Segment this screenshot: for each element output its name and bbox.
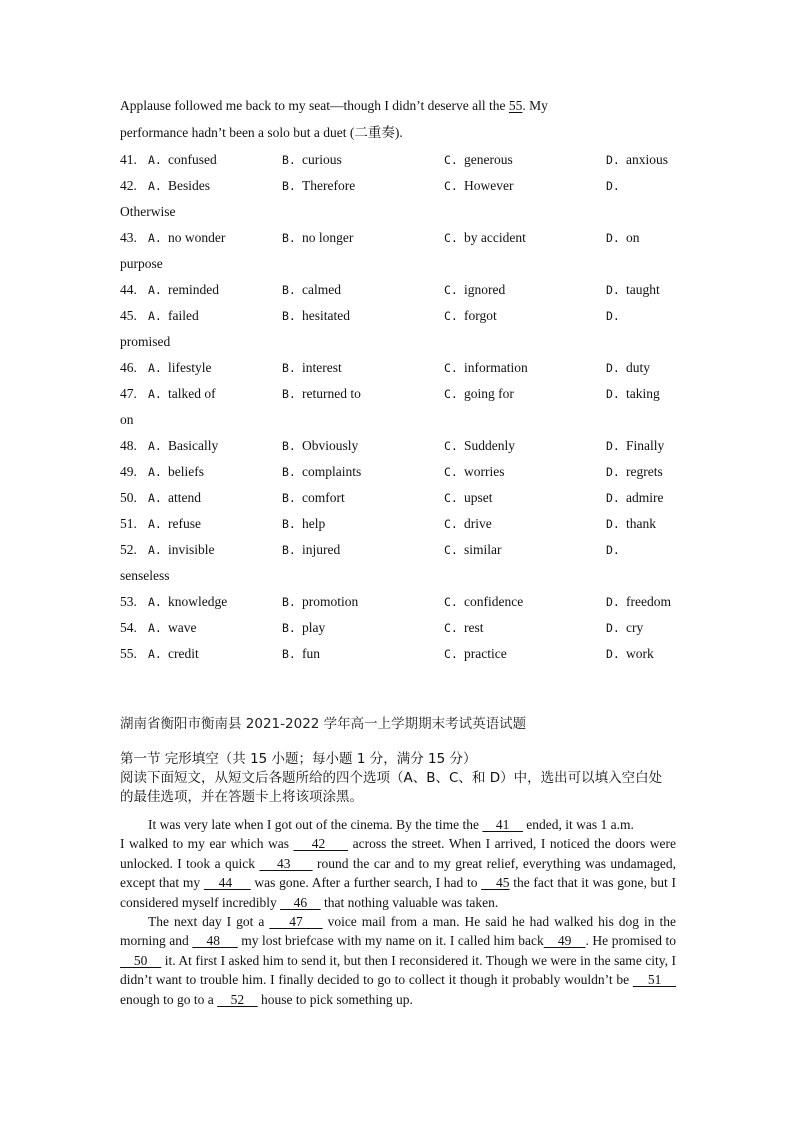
option-letter: D. [606, 387, 620, 401]
option-text: interest [302, 360, 342, 375]
option-c [444, 306, 497, 326]
option-continuation: on [120, 412, 134, 427]
option-text: no longer [302, 230, 354, 245]
passage-text: the fact that it was gone, but I considered myself incredibly [120, 875, 676, 910]
answer-blank: 45 [481, 875, 510, 891]
question-number: 50. [120, 490, 137, 505]
option-text: Basically [168, 438, 219, 453]
option-letter: B. [282, 387, 296, 401]
option-letter: A. [148, 543, 162, 557]
question-row [120, 306, 690, 332]
option-text: admire [626, 490, 664, 505]
answer-blank: 46 [280, 894, 321, 910]
option-letter: B. [282, 309, 296, 323]
passage-text: was gone. After a further search, I had to [250, 875, 482, 891]
option-d [606, 150, 668, 170]
option-letter: A. [148, 153, 162, 167]
option-letter: D. [606, 153, 620, 167]
option-text: taking [626, 386, 660, 401]
option-text: complaints [302, 464, 362, 479]
option-c [444, 618, 484, 638]
option-c [444, 358, 528, 378]
question-number: 41. [120, 152, 137, 167]
passage-text: my lost briefcase with my name on it. I called him back [237, 933, 544, 949]
option-d [606, 228, 640, 248]
option-text: Obviously [302, 438, 359, 453]
option-text: Suddenly [464, 438, 516, 453]
question-number: 53. [120, 594, 137, 609]
options-list [120, 150, 690, 670]
option-letter: A. [148, 309, 162, 323]
option-a [148, 540, 215, 560]
option-letter: C. [444, 309, 458, 323]
option-d [606, 462, 663, 482]
option-letter: D. [606, 283, 620, 297]
option-text: wave [168, 620, 197, 635]
question-number: 45. [120, 308, 137, 323]
passage-line [120, 96, 680, 123]
option-letter: A. [148, 621, 162, 635]
question-row [120, 592, 690, 618]
passage-text: The next day I got a [148, 914, 270, 930]
option-letter: B. [282, 153, 296, 167]
option-d [606, 280, 660, 300]
option-b [282, 514, 325, 534]
passage-text: it. At first I asked him to send it, but then I reconsidered it. Though we were in the same city, I didn’t want to trouble him. I finally decided to go to collect it though it probably wouldn’t be [120, 952, 676, 988]
question-row [120, 462, 690, 488]
option-b [282, 540, 340, 560]
option-a [148, 462, 204, 482]
blank-55: 55 [508, 98, 523, 113]
option-text: reminded [168, 282, 219, 297]
question-number: 48. [120, 438, 137, 453]
option-letter: A. [148, 517, 162, 531]
option-c [444, 488, 493, 508]
option-letter: A. [148, 439, 162, 453]
option-a [148, 228, 225, 248]
option-c [444, 150, 513, 170]
line-text: . My [522, 98, 548, 113]
question-number: 47. [120, 386, 137, 401]
option-b [282, 618, 325, 638]
question-row [120, 618, 690, 644]
option-letter: B. [282, 543, 296, 557]
option-letter: A. [148, 179, 162, 193]
answer-blank: 52 [217, 991, 258, 1007]
option-d [606, 384, 660, 404]
option-c [444, 644, 507, 664]
option-text: calmed [302, 282, 341, 297]
option-c [444, 540, 502, 560]
option-letter: A. [148, 387, 162, 401]
passage-paragraph-1 [120, 815, 676, 834]
section-instructions [120, 750, 676, 807]
option-letter: B. [282, 465, 296, 479]
option-a [148, 306, 199, 326]
option-text: Therefore [302, 178, 356, 193]
option-a [148, 514, 201, 534]
option-a [148, 488, 201, 508]
exam-title: 湖南省衡阳市衡南县 2021-2022 学年高一上学期期末考试英语试题 [120, 716, 527, 732]
question-row [120, 514, 690, 540]
option-letter: D. [606, 595, 620, 609]
option-text: anxious [626, 152, 668, 167]
option-text: ignored [464, 282, 506, 297]
option-text: no wonder [168, 230, 226, 245]
question-row [120, 540, 690, 566]
option-letter: B. [282, 179, 296, 193]
option-letter: D. [606, 621, 620, 635]
option-text: invisible [168, 542, 215, 557]
option-letter: C. [444, 543, 458, 557]
option-d [606, 618, 643, 638]
option-a [148, 618, 196, 638]
option-text: Finally [626, 438, 665, 453]
option-text: comfort [302, 490, 345, 505]
instruction-line: 阅读下面短文，从短文后各题所给的四个选项（A、B、C、和 D）中，选出可以填入空白处 [120, 770, 663, 786]
option-d [606, 436, 664, 456]
answer-blank: 49 [543, 933, 586, 949]
instruction-line: 的最佳选项，并在答题卡上将该项涂黑。 [120, 789, 363, 805]
option-letter: A. [148, 647, 162, 661]
cloze-passage [120, 815, 676, 1009]
option-letter: C. [444, 465, 458, 479]
option-text: taught [626, 282, 660, 297]
option-letter: D. [606, 491, 620, 505]
question-number: 54. [120, 620, 137, 635]
option-c [444, 228, 526, 248]
option-letter: B. [282, 621, 296, 635]
option-letter: D. [606, 361, 620, 375]
option-text: duty [626, 360, 651, 375]
answer-blank: 43 [259, 855, 313, 871]
option-letter: D. [606, 231, 620, 245]
option-text: credit [168, 646, 199, 661]
option-text: rest [464, 620, 484, 635]
option-text: attend [168, 490, 201, 505]
question-number: 44. [120, 282, 137, 297]
option-text: regrets [626, 464, 663, 479]
option-b [282, 592, 358, 612]
option-text: returned to [302, 386, 361, 401]
question-row [120, 644, 690, 670]
option-d [606, 644, 654, 664]
option-a [148, 436, 218, 456]
question-number: 43. [120, 230, 137, 245]
question-number: 42. [120, 178, 137, 193]
option-letter: B. [282, 283, 296, 297]
question-row [120, 436, 690, 462]
option-continuation: promised [120, 334, 171, 349]
option-a [148, 176, 210, 196]
option-letter: C. [444, 517, 458, 531]
option-text: Besides [168, 178, 210, 193]
option-letter: C. [444, 231, 458, 245]
question-number: 46. [120, 360, 137, 375]
question-number: 55. [120, 646, 137, 661]
option-continuation: purpose [120, 256, 163, 271]
option-text: injured [302, 542, 341, 557]
option-d [606, 358, 650, 378]
option-text: curious [302, 152, 342, 167]
option-text: confidence [464, 594, 524, 609]
passage-text: voice mail from a man. He said he had walked his dog in the morning and [120, 914, 676, 949]
option-letter: C. [444, 387, 458, 401]
option-letter: B. [282, 595, 296, 609]
option-letter: C. [444, 361, 458, 375]
option-letter: C. [444, 283, 458, 297]
option-letter: D. [606, 309, 620, 323]
option-text: practice [464, 646, 507, 661]
option-letter: D. [606, 517, 620, 531]
option-letter: A. [148, 595, 162, 609]
question-row [120, 358, 690, 384]
option-c [444, 462, 505, 482]
option-letter: A. [148, 465, 162, 479]
option-text: similar [464, 542, 502, 557]
option-letter: D. [606, 439, 620, 453]
previous-passage-ending [120, 96, 680, 150]
option-letter: D. [606, 465, 620, 479]
option-b [282, 280, 341, 300]
option-letter: B. [282, 491, 296, 505]
option-letter: B. [282, 517, 296, 531]
option-text: talked of [168, 386, 216, 401]
option-letter: B. [282, 647, 296, 661]
option-letter: C. [444, 491, 458, 505]
option-text: cry [626, 620, 644, 635]
question-row [120, 384, 690, 410]
option-letter: C. [444, 179, 458, 193]
option-b [282, 358, 342, 378]
question-number: 52. [120, 542, 137, 557]
option-b [282, 488, 345, 508]
option-c [444, 436, 515, 456]
option-d [606, 488, 663, 508]
answer-blank: 47 [269, 914, 323, 930]
option-b [282, 176, 355, 196]
option-b [282, 644, 320, 664]
option-text: lifestyle [168, 360, 212, 375]
option-c [444, 592, 523, 612]
question-row [120, 280, 690, 306]
option-letter: A. [148, 283, 162, 297]
option-continuation: Otherwise [120, 204, 176, 219]
option-text: upset [464, 490, 493, 505]
question-row [120, 176, 690, 202]
option-d [606, 540, 626, 560]
passage-text: house to pick something up. [257, 991, 413, 1007]
option-b [282, 462, 361, 482]
option-text: forgot [464, 308, 497, 323]
option-text: refuse [168, 516, 201, 531]
option-text: generous [464, 152, 513, 167]
option-text: thank [626, 516, 656, 531]
option-letter: C. [444, 621, 458, 635]
option-text: worries [464, 464, 505, 479]
passage-line: performance hadn’t been a solo but a duet (二重奏). [120, 125, 403, 140]
passage-text: It was very late when I got out of the cinema. By the time the [148, 817, 483, 832]
option-text: drive [464, 516, 492, 531]
passage-text: . He promised to [585, 933, 676, 949]
option-text: by accident [464, 230, 526, 245]
option-text: confused [168, 152, 217, 167]
answer-blank: 44 [203, 875, 251, 891]
answer-blank: 41 [482, 817, 523, 832]
option-continuation: senseless [120, 568, 170, 583]
answer-blank: 42 [293, 836, 349, 852]
option-b [282, 436, 358, 456]
option-letter: B. [282, 231, 296, 245]
option-b [282, 306, 350, 326]
question-row [120, 488, 690, 514]
option-letter: A. [148, 231, 162, 245]
question-row [120, 150, 690, 176]
option-text: fun [302, 646, 320, 661]
option-text: work [626, 646, 654, 661]
option-b [282, 228, 353, 248]
option-text: promotion [302, 594, 359, 609]
option-b [282, 384, 361, 404]
option-c [444, 280, 505, 300]
question-number: 49. [120, 464, 137, 479]
option-text: However [464, 178, 514, 193]
passage-text: that nothing valuable was taken. [320, 894, 499, 910]
passage-text: I walked to my ear which was [120, 836, 294, 852]
answer-blank: 50 [120, 952, 162, 968]
option-d [606, 514, 656, 534]
section-header: 第一节 完形填空（共 15 小题；每小题 1 分，满分 15 分） [120, 751, 477, 767]
option-text: going for [464, 386, 514, 401]
option-text: knowledge [168, 594, 228, 609]
passage-text: round the car and to my great relief, everything was undamaged, except that my [120, 855, 677, 891]
option-letter: C. [444, 595, 458, 609]
option-letter: D. [606, 179, 620, 193]
option-letter: A. [148, 491, 162, 505]
option-letter: D. [606, 543, 620, 557]
passage-paragraph-3 [120, 912, 676, 1009]
option-text: help [302, 516, 326, 531]
option-letter: C. [444, 647, 458, 661]
option-letter: B. [282, 439, 296, 453]
option-d [606, 306, 626, 326]
option-letter: C. [444, 153, 458, 167]
passage-paragraph-2 [120, 834, 676, 912]
option-letter: B. [282, 361, 296, 375]
question-row [120, 228, 690, 254]
option-text: freedom [626, 594, 671, 609]
option-a [148, 592, 227, 612]
passage-text: across the street. When I arrived, I noticed the doors were unlocked. I took a quick [120, 836, 676, 871]
answer-blank: 51 [632, 972, 677, 988]
line-text: Applause followed me back to my seat—though I didn’t deserve all the [120, 98, 509, 113]
passage-text: enough to go to a [120, 991, 218, 1007]
answer-blank: 48 [192, 933, 238, 949]
option-a [148, 150, 217, 170]
option-d [606, 176, 626, 196]
option-a [148, 280, 219, 300]
option-a [148, 384, 216, 404]
option-text: information [464, 360, 528, 375]
option-text: play [302, 620, 326, 635]
option-text: on [626, 230, 640, 245]
option-text: beliefs [168, 464, 204, 479]
option-a [148, 358, 212, 378]
question-number: 51. [120, 516, 137, 531]
option-d [606, 592, 671, 612]
option-letter: C. [444, 439, 458, 453]
option-c [444, 514, 492, 534]
option-b [282, 150, 342, 170]
option-c [444, 384, 514, 404]
option-a [148, 644, 199, 664]
option-c [444, 176, 513, 196]
option-text: hesitated [302, 308, 350, 323]
option-letter: A. [148, 361, 162, 375]
option-letter: D. [606, 647, 620, 661]
passage-text: ended, it was 1 a.m. [522, 817, 634, 832]
option-text: failed [168, 308, 199, 323]
